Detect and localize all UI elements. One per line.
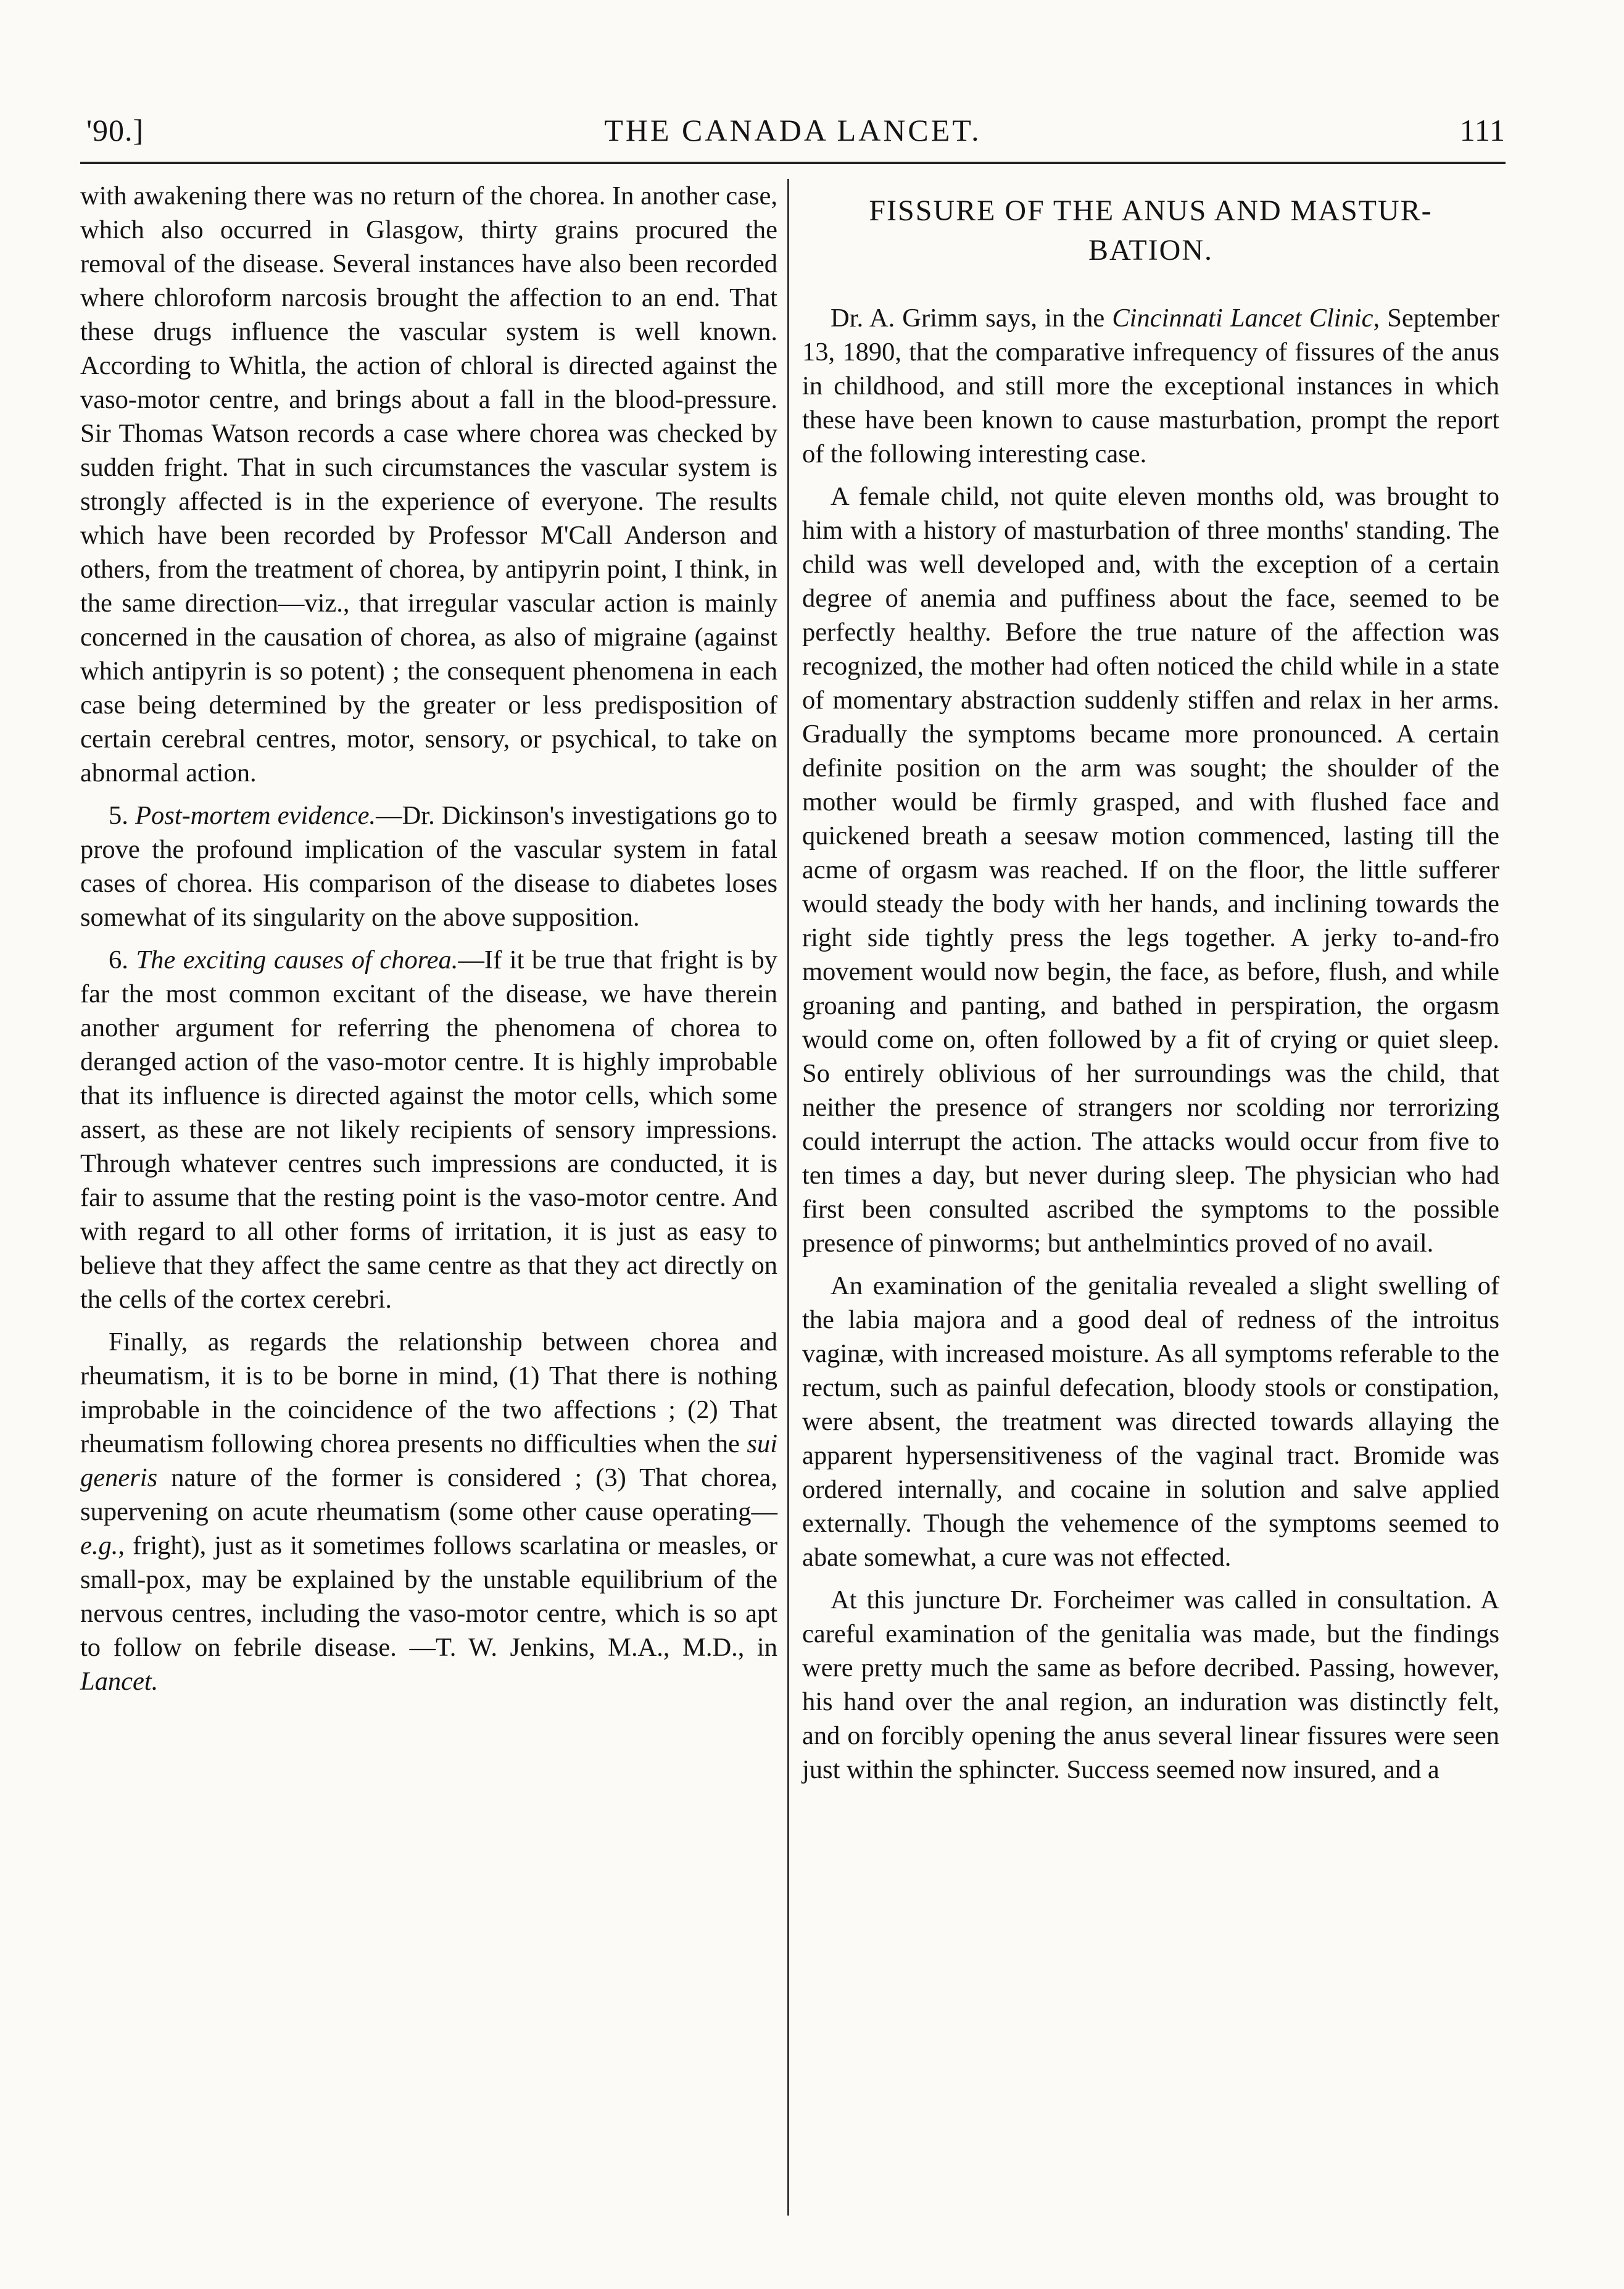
left-column <box>80 179 777 1707</box>
paragraph-text: , September 13, 1890, that the comparative infrequency of fissures of the anus in childhood, and still more the exceptional instances in which these have been known to cause masturbation, prompt the report of the following interesting case. <box>802 304 1500 468</box>
signature-author: —T. W. Jenkins, M.A., M.D., in <box>409 1633 777 1662</box>
paragraph <box>80 1325 777 1698</box>
section-heading: Post-mortem evidence. <box>135 801 376 830</box>
italic-phrase: sui generis <box>80 1429 778 1492</box>
paragraph <box>802 301 1499 471</box>
paragraph-text: , fright), just as it sometimes follows scarlatina or measles, or small-pox, may be explained by the unstable equilibrium of the nervous centres, including the vaso-motor centre, which is so apt to follow on febrile disease. <box>80 1531 777 1662</box>
paragraph: A female child, not quite eleven months old, was brought to him with a history of masturbation of three months' standing. The child was well developed and, with the exception of a certain degree of anemia and puffiness about the face, seemed to be perfectly healthy. Before the true nature of the affection was recognized, the mother had often noticed the child while in a state of momentary abstraction suddenly stiffen and relax in her arms. Gradually the symptoms became more pronounced. A certain definite position on the arm was sought; the shoulder of the mother would be firmly grasped, and with flushed face and quickened breath a seesaw motion commenced, lasting till the acme of orgasm was reached. If on the floor, the little sufferer would steady the body with her hands, and inclining towards the right side tightly press the legs together. A jerky to-and-fro movement would now begin, the face, as before, flush, and while groaning and panting, and bathed in perspiration, the orgasm would come on, often followed by a fit of crying or quiet sleep. So entirely oblivious of her surroundings was the child, that neither the presence of strangers nor scolding nor terrorizing could interrupt the action. The attacks would occur from five to ten times a day, but never during sleep. The physician who had first been consulted ascribed the symptoms to the possible presence of pinworms; but anthelmintics proved of no avail. <box>802 482 1499 1258</box>
article-title <box>802 191 1499 270</box>
paragraph-text: —If it be true that fright is by far the most common excitant of the disease, we have therein another argument for referring the phenomena of chorea to deranged action of the vaso-motor centre. It is highly improbable that its influence is directed against the motor cells, which some assert, as these are not likely recipients of sensory impressions. Through whatever centres such impressions are conducted, it is fair to assume that the resting point is the vaso-motor centre. And with regard to all other forms of irritation, it is just as easy to believe that they affect the same centre as that they act directly on the cells of the cortex cerebri. <box>80 945 778 1314</box>
paragraph: At this juncture Dr. Forcheimer was called in consultation. A careful examination of the genitalia was made, but the findings were pretty much the same as before decribed. Passing, however, his hand over the anal region, an induration was distinctly felt, and on forcibly opening the anus several linear fissures were seen just within the sphincter. Success seemed now insured, and a <box>802 1585 1499 1784</box>
title-line: BATION. <box>1088 234 1213 267</box>
header-rule <box>80 162 1506 164</box>
paragraph <box>80 799 777 934</box>
title-line: FISSURE OF THE ANUS AND MASTUR- <box>869 194 1433 227</box>
paragraph-text: nature of the former is considered ; (3) That chorea, supervening on acute rheumatism (some other cause operating— <box>80 1463 777 1526</box>
running-header <box>80 105 1506 160</box>
paragraph-text: —Dr. Dickinson's investigations go to prove the profound implication of the vascular system in fatal cases of chorea. His comparison of the disease to diabetes loses somewhat of its singularity on the above supposition. <box>80 801 777 932</box>
signature-source: Lancet. <box>80 1667 159 1696</box>
section-number: 5. <box>109 801 128 830</box>
paragraph: with awakening there was no return of the chorea. In another case, which also occurred in Glasgow, thirty grains procured the removal of the disease. Several instances have also been recorded where chloroform narcosis brought the affection to an end. That these drugs influence the vascular system is well known. According to Whitla, the action of chloral is directed against the vaso-motor centre, and brings about a fall in the blood-pressure. Sir Thomas Watson records a case where chorea was checked by sudden fright. That in such circumstances the vascular system is strongly affected is in the experience of everyone. The results which have been recorded by Professor M'Call Anderson and others, from the treatment of chorea, by antipyrin point, I think, in the same direction—viz., that irregular vascular action is mainly concerned in the causation of chorea, as also of migraine (against which antipyrin is so potent) ; the consequent phenomena in each case being determined by the greater or less predisposition of certain cerebral centres, motor, sensory, or psychical, to take on abnormal action. <box>80 181 777 787</box>
page-number: 111 <box>1459 113 1506 147</box>
italic-phrase: e.g. <box>80 1531 118 1560</box>
header-year: '90.] <box>86 113 144 147</box>
paragraph-text: Finally, as regards the relationship between chorea and rheumatism, it is to be borne in mind, (1) That there is nothing improbable in the coincidence of the two affections ; (2) That rheumatism following chorea presents no difficulties when the <box>80 1327 777 1458</box>
paragraph: An examination of the genitalia revealed a slight swelling of the labia majora and a good deal of redness of the introitus vaginæ, with increased moisture. As all symptoms referable to the rectum, such as painful defecation, bloody stools or constipation, were absent, the treatment was directed towards allaying the apparent hypersensitiveness of the vaginal tract. Bromide was ordered internally, and cocaine in solution and salve applied externally. Though the vehemence of the symptoms seemed to abate somewhat, a cure was not effected. <box>802 1271 1499 1572</box>
right-column <box>802 179 1499 1795</box>
section-heading: The exciting causes of chorea. <box>136 945 458 974</box>
column-divider <box>787 179 789 2216</box>
section-number: 6. <box>109 945 128 974</box>
journal-name: Cincinnati Lancet Clinic <box>1112 304 1373 333</box>
journal-title: THE CANADA LANCET. <box>604 113 982 147</box>
paragraph <box>80 943 777 1316</box>
paragraph-text: Dr. A. Grimm says, in the <box>831 304 1105 333</box>
